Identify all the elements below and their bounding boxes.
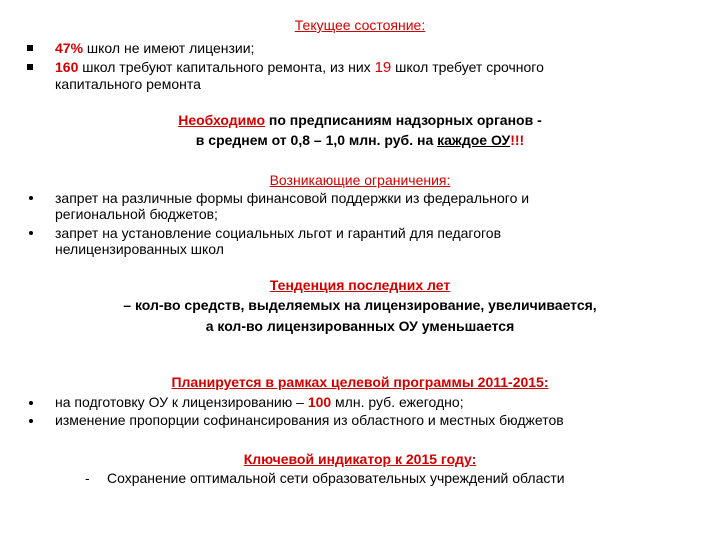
- dot-bullet-icon: [29, 231, 33, 235]
- dot-bullet-icon: [29, 419, 33, 423]
- dot-bullet-icon: [29, 196, 33, 200]
- necessary-each-word: каждое: [437, 132, 488, 148]
- square-bullet-icon: [27, 45, 33, 51]
- state-item-2-highlight: 160: [55, 59, 79, 75]
- state-item-2-highlight-2: 19: [374, 59, 392, 76]
- planned-heading: Планируется в рамках целевой программы 2011-2015:: [171, 374, 549, 390]
- necessary-suffix: !!!: [510, 132, 525, 148]
- planned-item-1-text-b: млн. руб. ежегодно;: [331, 394, 464, 410]
- necessary-line-2-prefix: в среднем от 0,8 – 1,0 млн. руб. на: [195, 132, 438, 148]
- indicator-dash: -: [85, 470, 90, 486]
- indicator-item: Сохранение оптимальной сети образовательных учреждений области: [107, 470, 565, 486]
- restriction-item-2-line-2: нелицензированных школ: [55, 241, 224, 257]
- state-item-1: [55, 40, 254, 56]
- necessary-line-2: [0, 132, 720, 148]
- dot-bullet-icon: [29, 401, 33, 405]
- state-item-2-line-2: капитального ремонта: [55, 76, 201, 92]
- trend-line-1: – кол-во средств, выделяемых на лицензирование, увеличивается,: [123, 297, 597, 313]
- state-item-1-highlight: 47%: [55, 40, 84, 56]
- state-item-2-text-a: школ требуют капитального ремонта, из них: [78, 59, 375, 75]
- restriction-item-1-line-2: региональной бюджетов;: [55, 206, 218, 222]
- necessary-ou: ОУ: [487, 132, 511, 148]
- square-bullet-icon: [27, 64, 33, 70]
- planned-item-1-number: 100: [307, 394, 332, 410]
- planned-item-1: [55, 394, 464, 410]
- state-item-2-text-b: школ требует срочного: [391, 59, 544, 75]
- necessary-rest: по предписаниям надзорных органов -: [265, 112, 542, 128]
- restriction-item-1-line-1: запрет на различные формы финансовой поддержки из федерального и: [55, 190, 530, 206]
- state-item-1-text: школ не имеют лицензии;: [83, 40, 255, 56]
- planned-item-2: изменение пропорции софинансирования из областного и местных бюджетов: [55, 412, 564, 428]
- planned-item-1-text-a: на подготовку ОУ к лицензированию –: [55, 394, 308, 410]
- indicator-heading: Ключевой индикатор к 2015 году:: [243, 451, 477, 467]
- current-state-heading: Текущее состояние:: [294, 17, 426, 33]
- state-item-2: [55, 59, 544, 76]
- necessary-line-1: [0, 112, 720, 128]
- restriction-item-2-line-1: запрет на установление социальных льгот и гарантий для педагогов: [55, 225, 502, 241]
- restrictions-heading: Возникающие ограничения:: [269, 172, 451, 188]
- trend-heading: Тенденция последних лет: [269, 277, 451, 293]
- trend-line-2: а кол-во лицензированных ОУ уменьшается: [205, 318, 515, 334]
- necessary-word: Необходимо: [178, 112, 266, 128]
